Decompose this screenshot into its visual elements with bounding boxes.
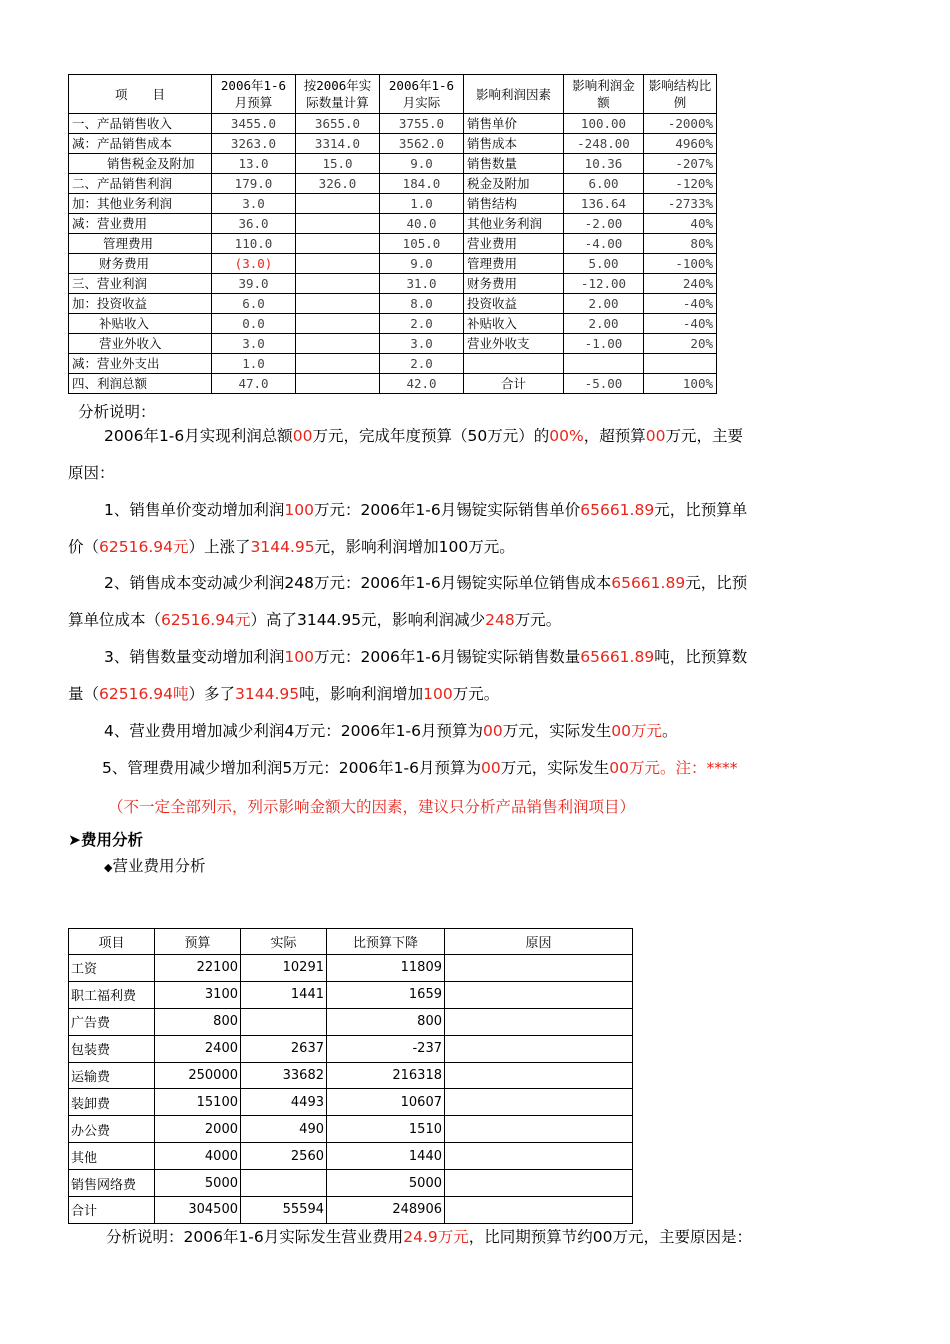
section-subheading-text: 营业费用分析	[112, 857, 206, 875]
cell-factor: 营业费用	[464, 234, 564, 254]
cell-actual: 4493	[241, 1089, 327, 1116]
cell-budget: 304500	[155, 1197, 241, 1224]
table-row	[69, 1143, 633, 1170]
analysis-paragraph-0b: 原因：	[68, 464, 115, 482]
highlight: 62516.94元	[161, 611, 251, 629]
header-calc: 按2006年实际数量计算	[296, 75, 380, 114]
cell-budget: 250000	[155, 1062, 241, 1089]
cell-calc	[296, 374, 380, 394]
cell-actual: 8.0	[380, 294, 464, 314]
cell-factor	[464, 354, 564, 374]
highlight: 100	[284, 648, 314, 666]
cell-diff: 216318	[327, 1062, 445, 1089]
header-amount: 影响利润金额	[564, 75, 644, 114]
cell-item: 其他	[69, 1143, 155, 1170]
table-row	[69, 274, 717, 294]
cell-amount: -12.00	[564, 274, 644, 294]
text: 万元：2006年1-6月锡锭实际销售数量	[313, 648, 581, 666]
cell-ratio: -40%	[644, 314, 717, 334]
cell-actual: 2637	[241, 1035, 327, 1062]
cell-budget: 3100	[155, 981, 241, 1008]
cell-item: 运输费	[69, 1062, 155, 1089]
cell-amount: -2.00	[564, 214, 644, 234]
cell-budget: 800	[155, 1008, 241, 1035]
cell-budget: 4000	[155, 1143, 241, 1170]
cell-reason	[445, 1089, 633, 1116]
cell-item: 财务费用	[69, 254, 212, 274]
cell-diff: 800	[327, 1008, 445, 1035]
cell-amount: -5.00	[564, 374, 644, 394]
cell-actual	[241, 1170, 327, 1197]
cell-budget: (3.0)	[212, 254, 296, 274]
header-reason: 原因	[445, 929, 633, 955]
highlight: 24.9万元	[403, 1228, 469, 1246]
text: 价（	[68, 538, 100, 556]
cell-factor: 合计	[464, 374, 564, 394]
text: 算单位成本（	[68, 611, 162, 629]
cell-budget: 2400	[155, 1035, 241, 1062]
text: 2、销售成本变动减少利润248万元：2006年1-6月锡锭实际单位销售成本	[104, 574, 612, 592]
text: ）上涨了	[188, 538, 251, 556]
text: 吨，影响利润增加	[299, 685, 424, 703]
text: 2006年1-6月实现利润总额	[104, 427, 293, 445]
cell-item: 广告费	[69, 1008, 155, 1035]
cell-reason	[445, 1143, 633, 1170]
table-row	[69, 254, 717, 274]
cell-actual: 1.0	[380, 194, 464, 214]
arrow-icon: ➤	[68, 831, 81, 849]
highlight: 62516.94元	[99, 538, 189, 556]
cell-factor: 管理费用	[464, 254, 564, 274]
table-row	[69, 134, 717, 154]
cell-actual: 55594	[241, 1197, 327, 1224]
cell-factor: 投资收益	[464, 294, 564, 314]
cell-calc	[296, 234, 380, 254]
highlight: 65661.89	[611, 574, 686, 592]
header-budget: 预算	[155, 929, 241, 955]
cell-calc	[296, 194, 380, 214]
analysis-note: （不一定全部列示，列示影响金额大的因素，建议只分析产品销售利润项目）	[108, 798, 636, 816]
highlight: 00万元	[611, 722, 662, 740]
cell-budget: 5000	[155, 1170, 241, 1197]
profit-table-header	[69, 75, 717, 114]
table-row	[69, 1170, 633, 1197]
text: 万元，实际发生	[502, 722, 612, 740]
highlight: 。注：****	[659, 759, 738, 777]
cell-amount: 6.00	[564, 174, 644, 194]
cell-diff: 1510	[327, 1116, 445, 1143]
cell-budget: 39.0	[212, 274, 296, 294]
cell-ratio: -207%	[644, 154, 717, 174]
cell-reason	[445, 1170, 633, 1197]
cell-actual: 2560	[241, 1143, 327, 1170]
table-row	[69, 214, 717, 234]
highlight: 00	[481, 759, 501, 777]
cell-item: 二、产品销售利润	[69, 174, 212, 194]
cell-ratio: -2000%	[644, 114, 717, 134]
analysis-paragraph-1b	[68, 529, 888, 566]
cell-item: 销售税金及附加	[69, 154, 212, 174]
table-row	[69, 1116, 633, 1143]
cell-calc	[296, 334, 380, 354]
cell-item: 工资	[69, 955, 155, 982]
cell-amount	[564, 354, 644, 374]
cell-amount: 2.00	[564, 314, 644, 334]
cell-ratio: 240%	[644, 274, 717, 294]
cell-factor: 财务费用	[464, 274, 564, 294]
cell-actual: 3755.0	[380, 114, 464, 134]
cell-calc	[296, 354, 380, 374]
expense-analysis	[106, 1219, 926, 1256]
cell-budget: 0.0	[212, 314, 296, 334]
highlight: 00万元	[609, 759, 660, 777]
cell-actual: 3562.0	[380, 134, 464, 154]
cell-factor: 销售单价	[464, 114, 564, 134]
cell-budget: 15100	[155, 1089, 241, 1116]
cell-reason	[445, 1116, 633, 1143]
cell-item: 管理费用	[69, 234, 212, 254]
text: 元，比预算单	[654, 501, 748, 519]
cell-factor: 营业外收支	[464, 334, 564, 354]
cell-amount: -4.00	[564, 234, 644, 254]
table-row	[69, 334, 717, 354]
cell-budget: 3263.0	[212, 134, 296, 154]
table-row	[69, 354, 717, 374]
analysis-title: 分析说明：	[78, 403, 156, 421]
text: 万元。	[514, 611, 562, 629]
table-row	[69, 234, 717, 254]
cell-calc: 15.0	[296, 154, 380, 174]
cell-item: 加：投资收益	[69, 294, 212, 314]
table-row	[69, 314, 717, 334]
table-row	[69, 174, 717, 194]
cell-actual: 2.0	[380, 314, 464, 334]
text: 万元，实际发生	[500, 759, 610, 777]
cell-item: 补贴收入	[69, 314, 212, 334]
cell-diff: 10607	[327, 1089, 445, 1116]
cell-reason	[445, 1008, 633, 1035]
cell-actual: 40.0	[380, 214, 464, 234]
diamond-bullet-icon: ◆	[104, 861, 113, 874]
cell-budget: 179.0	[212, 174, 296, 194]
cell-item: 减：营业费用	[69, 214, 212, 234]
header-item: 项目	[69, 929, 155, 955]
cell-ratio: -2733%	[644, 194, 717, 214]
cell-factor: 销售结构	[464, 194, 564, 214]
highlight: 3144.95	[235, 685, 300, 703]
cell-budget: 110.0	[212, 234, 296, 254]
cell-item: 销售网络费	[69, 1170, 155, 1197]
table-row	[69, 374, 717, 394]
table-row	[69, 1089, 633, 1116]
cell-amount: 136.64	[564, 194, 644, 214]
cell-ratio: -120%	[644, 174, 717, 194]
header-item: 项 目	[69, 75, 212, 114]
cell-item: 三、营业利润	[69, 274, 212, 294]
cell-budget: 47.0	[212, 374, 296, 394]
text: 4、营业费用增加减少利润4万元：2006年1-6月预算为	[104, 722, 483, 740]
text: 万元，完成年度预算（50万元）的	[312, 427, 550, 445]
cell-actual: 184.0	[380, 174, 464, 194]
cell-item: 职工福利费	[69, 981, 155, 1008]
cell-item: 减：产品销售成本	[69, 134, 212, 154]
cell-item: 一、产品销售收入	[69, 114, 212, 134]
cell-item: 办公费	[69, 1116, 155, 1143]
table-row	[69, 1062, 633, 1089]
cell-calc	[296, 274, 380, 294]
highlight: 00%	[549, 427, 584, 445]
highlight: 248	[485, 611, 515, 629]
cell-actual: 490	[241, 1116, 327, 1143]
text: ，比同期预算节约00万元，主要原因是：	[468, 1228, 753, 1246]
cell-item: 四、利润总额	[69, 374, 212, 394]
cell-calc	[296, 214, 380, 234]
cell-reason	[445, 1062, 633, 1089]
text: 分析说明：2006年1-6月实际发生营业费用	[106, 1228, 404, 1246]
highlight: 00	[645, 427, 666, 445]
header-actual: 实际	[241, 929, 327, 955]
table-row	[69, 294, 717, 314]
section-heading	[68, 828, 143, 850]
highlight: 65661.89	[580, 501, 655, 519]
highlight: 00	[483, 722, 503, 740]
cell-calc	[296, 294, 380, 314]
analysis-paragraph-5	[102, 750, 922, 787]
cell-budget: 13.0	[212, 154, 296, 174]
cell-reason	[445, 955, 633, 982]
cell-calc: 3314.0	[296, 134, 380, 154]
cell-amount: 5.00	[564, 254, 644, 274]
cell-actual: 3.0	[380, 334, 464, 354]
cell-budget: 6.0	[212, 294, 296, 314]
cell-factor: 补贴收入	[464, 314, 564, 334]
cell-actual	[241, 1008, 327, 1035]
text: 元，比预	[685, 574, 748, 592]
cell-ratio: -100%	[644, 254, 717, 274]
header-budget: 2006年1-6月预算	[212, 75, 296, 114]
text: ，超预算	[583, 427, 646, 445]
highlight: 3144.95	[250, 538, 315, 556]
analysis-paragraph-2b	[68, 602, 888, 639]
header-factor: 影响利润因素	[464, 75, 564, 114]
cell-diff: 1659	[327, 981, 445, 1008]
cell-item: 减：营业外支出	[69, 354, 212, 374]
cell-amount: -248.00	[564, 134, 644, 154]
table-row	[69, 1035, 633, 1062]
text: 量（	[68, 685, 100, 703]
cell-actual: 2.0	[380, 354, 464, 374]
analysis-paragraph-3	[104, 639, 924, 676]
cell-budget: 3455.0	[212, 114, 296, 134]
cell-amount: 100.00	[564, 114, 644, 134]
cell-amount: 2.00	[564, 294, 644, 314]
cell-diff: 11809	[327, 955, 445, 982]
table-row	[69, 194, 717, 214]
cell-factor: 销售数量	[464, 154, 564, 174]
section-subheading	[104, 854, 205, 876]
section-heading-text: 费用分析	[81, 831, 144, 849]
cell-diff: 1440	[327, 1143, 445, 1170]
highlight: 100	[284, 501, 314, 519]
cell-ratio: 100%	[644, 374, 717, 394]
cell-actual: 42.0	[380, 374, 464, 394]
cell-ratio: 4960%	[644, 134, 717, 154]
text: 1、销售单价变动增加利润	[104, 501, 285, 519]
header-actual: 2006年1-6月实际	[380, 75, 464, 114]
text: 吨，比预算数	[654, 648, 748, 666]
cell-item: 营业外收入	[69, 334, 212, 354]
table-row	[69, 154, 717, 174]
analysis-paragraph-0	[104, 418, 924, 455]
text: 万元：2006年1-6月锡锭实际销售单价	[313, 501, 581, 519]
cell-ratio: 40%	[644, 214, 717, 234]
table-row	[69, 955, 633, 982]
text: 5、管理费用减少增加利润5万元：2006年1-6月预算为	[102, 759, 481, 777]
table-row	[69, 981, 633, 1008]
cell-actual: 105.0	[380, 234, 464, 254]
cell-ratio: 80%	[644, 234, 717, 254]
table-row	[69, 1008, 633, 1035]
cell-item: 包装费	[69, 1035, 155, 1062]
cell-budget: 3.0	[212, 194, 296, 214]
text: 3、销售数量变动增加利润	[104, 648, 285, 666]
cell-budget: 3.0	[212, 334, 296, 354]
cell-actual: 1441	[241, 981, 327, 1008]
analysis-paragraph-4	[104, 713, 924, 750]
cell-calc: 3655.0	[296, 114, 380, 134]
highlight: 100	[423, 685, 453, 703]
cell-actual: 31.0	[380, 274, 464, 294]
cell-actual: 10291	[241, 955, 327, 982]
cell-actual: 33682	[241, 1062, 327, 1089]
expense-table	[68, 928, 633, 1224]
cell-reason	[445, 1035, 633, 1062]
cell-item: 装卸费	[69, 1089, 155, 1116]
cell-budget: 22100	[155, 955, 241, 982]
cell-factor: 其他业务利润	[464, 214, 564, 234]
header-diff: 比预算下降	[327, 929, 445, 955]
cell-ratio	[644, 354, 717, 374]
cell-reason	[445, 981, 633, 1008]
text: 万元。	[452, 685, 500, 703]
cell-calc: 326.0	[296, 174, 380, 194]
text: 万元，主要	[665, 427, 743, 445]
cell-diff: 5000	[327, 1170, 445, 1197]
cell-budget: 1.0	[212, 354, 296, 374]
cell-ratio: 20%	[644, 334, 717, 354]
text: 元，影响利润增加100万元。	[314, 538, 515, 556]
analysis-paragraph-1	[104, 492, 924, 529]
text: ）多了	[188, 685, 235, 703]
highlight: 65661.89	[580, 648, 655, 666]
cell-ratio: -40%	[644, 294, 717, 314]
profit-table	[68, 74, 717, 394]
analysis-paragraph-3b	[68, 676, 888, 713]
cell-actual: 9.0	[380, 254, 464, 274]
highlight: 00	[292, 427, 313, 445]
cell-diff: -237	[327, 1035, 445, 1062]
cell-amount: 10.36	[564, 154, 644, 174]
header-ratio: 影响结构比例	[644, 75, 717, 114]
analysis-paragraph-2	[104, 565, 924, 602]
cell-item: 合计	[69, 1197, 155, 1224]
cell-item: 加：其他业务利润	[69, 194, 212, 214]
cell-actual: 9.0	[380, 154, 464, 174]
text: ）高了3144.95元，影响利润减少	[250, 611, 486, 629]
cell-budget: 36.0	[212, 214, 296, 234]
cell-budget: 2000	[155, 1116, 241, 1143]
cell-factor: 税金及附加	[464, 174, 564, 194]
cell-diff: 248906	[327, 1197, 445, 1224]
expense-table-header	[69, 929, 633, 955]
cell-amount: -1.00	[564, 334, 644, 354]
text: 。	[661, 722, 678, 740]
cell-calc	[296, 254, 380, 274]
cell-factor: 销售成本	[464, 134, 564, 154]
table-row	[69, 114, 717, 134]
cell-calc	[296, 314, 380, 334]
highlight: 62516.94吨	[99, 685, 189, 703]
